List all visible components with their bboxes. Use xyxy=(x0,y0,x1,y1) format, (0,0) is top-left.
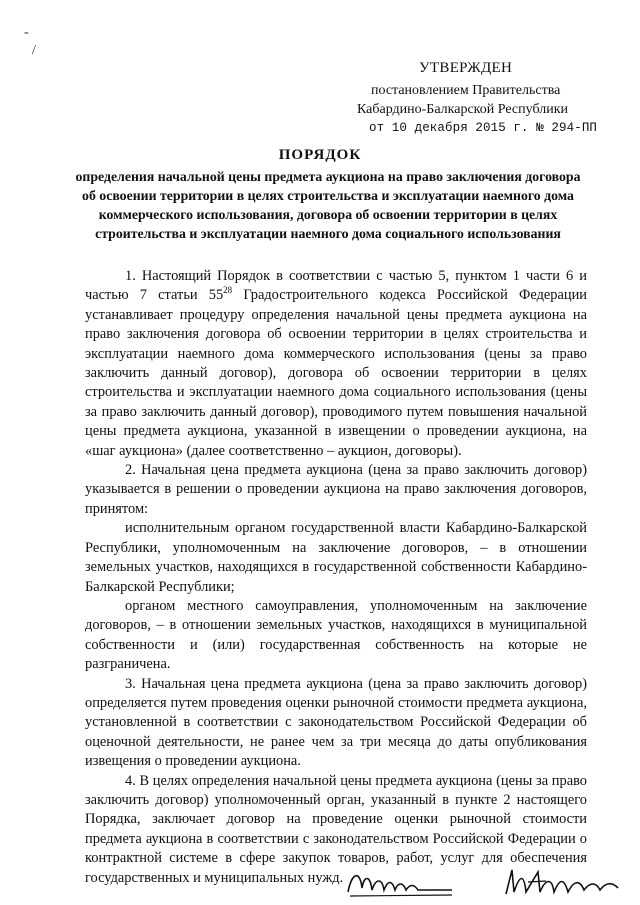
approval-republic-line: Кабардино-Балкарской Республики xyxy=(357,102,568,117)
paragraph-4: 4. В целях определения начальной цены предмета аукциона (цены за право заключить договор) уполномоченный орган, указанный в пункте 2 настоящего Порядка, заключает договор на проведение оценки рыночной стоимости предмета аукциона в соответствии с законодательством Российской Федерации о контрактной системе в сфере закупок товаров, работ, услуг для обеспечения государственных и муниципальных нужд. xyxy=(85,772,587,886)
margin-mark-top: - xyxy=(24,25,29,40)
document-subtitle: определения начальной цены предмета аукциона на право заключения договора об освоении территории в целях строительства и эксплуатации наемного дома коммерческого использования, договора об освоении территории в целях строительства и эксплуатации наемного дома социального использования xyxy=(75,169,581,241)
approval-date-number: от 10 декабря 2015 г. № 294-ПП xyxy=(369,121,598,135)
paragraph-2-item-2: органом местного самоуправления, уполномоченным на заключение договоров, – в отношении земельных участков, находящихся в муниципальной собственности и (или) государственная собственность на которые не разграничена. xyxy=(85,597,587,673)
signatures-area xyxy=(340,862,630,902)
paragraph-2-item-1: исполнительным органом государственной власти Кабардино-Балкарской Республики, уполномоченным на заключение договоров, – в отношении земельных участков, находящихся в государственной собственности Кабардино-Балкарской Республики; xyxy=(85,520,587,595)
article-superscript: 28 xyxy=(223,285,233,296)
paragraph-3: 3. Начальная цена предмета аукциона (цена за право заключить договор) определяется путем проведения оценки рыночной стоимости предмета аукциона, установленной в соответствии с законодательством Российской Федерации об оценочной деятельности, не ранее чем за три месяца до даты опубликования извещения о проведении аукциона. xyxy=(85,675,587,770)
paragraph-1-rest: Градостроительного кодекса Российской Федерации устанавливает процедуру определения начальной цены предмета аукциона на право заключения договора об освоении территории в целях строительства и эксплуатации наемного дома коммерческого использования (цены за право заключить данный договор), договора об освоении территории в целях строительства и эксплуатации наемного дома социального использования (цены за право заключить данный договор), проводимого путем повышения начальной цены предмета аукциона, указанной в извещении о проведении аукциона, на «шаг аукциона» (далее соответственно – аукцион, договоры). xyxy=(85,287,587,459)
paragraph-1 xyxy=(85,267,587,461)
paragraph-1-start: 1. Настоящий Порядок в соответствии с частью 5, пунктом 1 части 6 и частью 7 статьи 55 xyxy=(85,268,587,304)
document-body xyxy=(85,267,587,888)
document-title: ПОРЯДОК xyxy=(278,147,362,163)
approval-heading: УТВЕРЖДЕН xyxy=(419,60,513,76)
paragraph-2: 2. Начальная цена предмета аукциона (цена за право заключить договор) указывается в решении о проведении аукциона на право заключения договоров, принятом: xyxy=(85,462,587,517)
margin-mark-second: / xyxy=(32,43,36,58)
approval-decree-line: постановлением Правительства xyxy=(371,83,561,98)
handwritten-signature-left xyxy=(340,862,460,902)
handwritten-signature-right xyxy=(498,862,628,902)
